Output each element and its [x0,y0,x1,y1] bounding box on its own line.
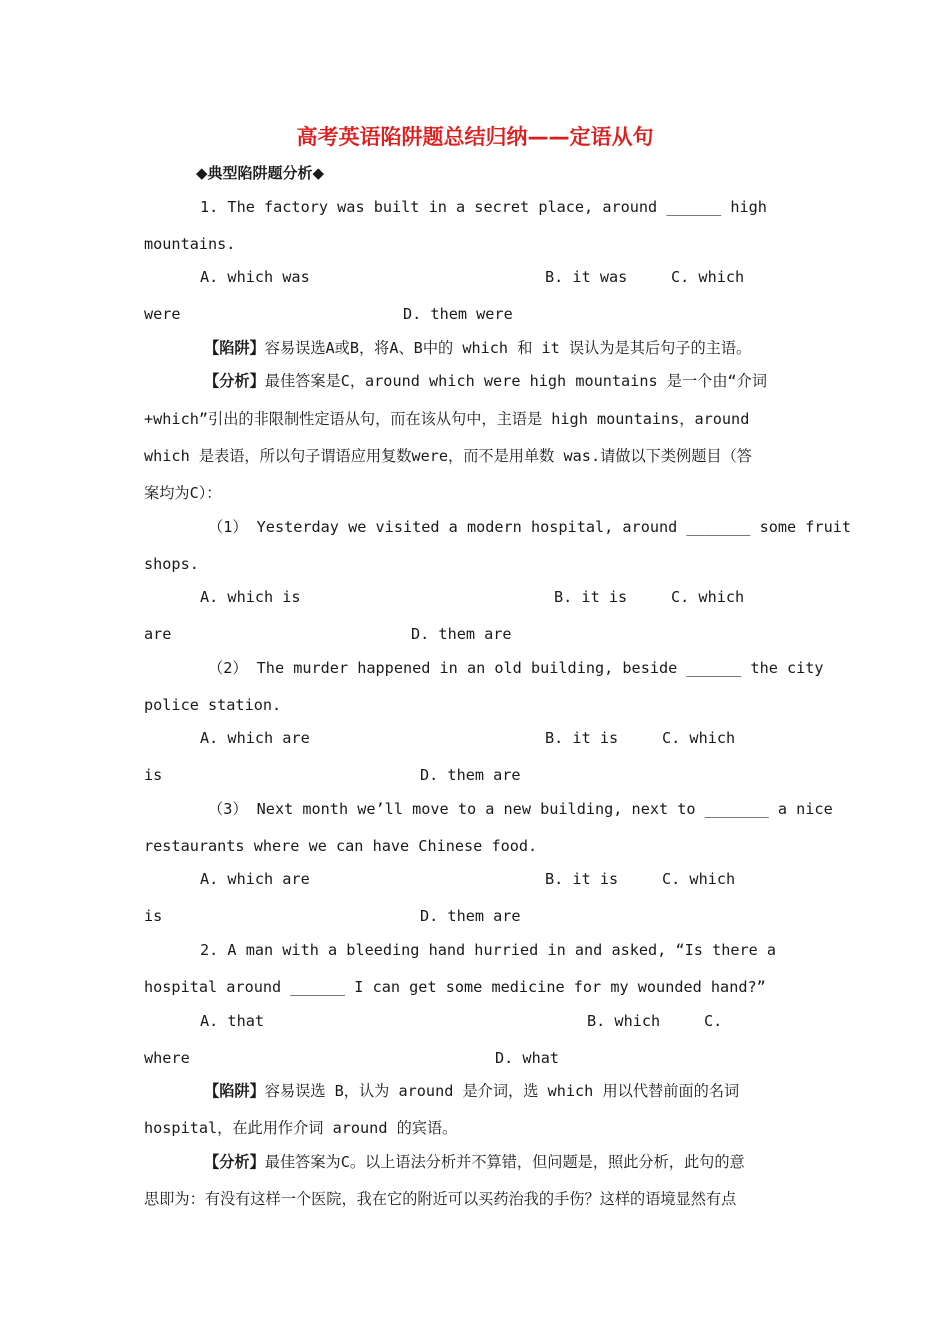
sub-question-2-option-d: D. them are [420,766,521,784]
sub-question-3-option-b: B. it is [545,870,619,888]
question-2-line-2: hospital around ______ I can get some medicine for my wounded hand?” [144,978,766,996]
trap-text: 容易误选A或B，将A、B中的 which 和 it 误认为是其后句子的主语。 [264,339,752,357]
sub-question-2-option-b: B. it is [545,729,619,747]
sub-question-3-option-a: A. which are [200,870,310,888]
question-2-trap-line-1 [204,1081,739,1101]
trap-tag: 【陷阱】 [204,339,265,357]
question-2-option-d: D. what [495,1049,560,1067]
question-1-line-2: mountains. [144,235,236,253]
sub-question-2-option-c-cont: is [144,766,163,784]
sub-question-3-option-c-cont: is [144,907,163,925]
trap-text: 容易误选 B，认为 around 是介词，选 which 用以代替前面的名词 [264,1082,740,1100]
sub-question-1-line-2: shops. [144,555,199,573]
question-1-option-a: A. which was [200,268,310,286]
sub-question-1-option-b: B. it is [554,588,628,606]
page-title: 高考英语陷阱题总结归纳——定语从句 [296,125,654,149]
question-1-analysis-line-2: +which”引出的非限制性定语从句，而在该从句中，主语是 high mountains，around [144,410,750,428]
sub-question-3-line-2: restaurants where we can have Chinese food. [144,837,538,855]
question-2-analysis-line-2: 思即为：有没有这样一个医院，我在它的附近可以买药治我的手伤？这样的语境显然有点 [144,1190,737,1208]
question-2-option-a: A. that [200,1012,265,1030]
question-1-option-c: C. which [671,268,745,286]
sub-question-3-option-d: D. them are [420,907,521,925]
sub-question-1-line-1: （1） Yesterday we visited a modern hospital, around _______ some fruit [208,518,851,536]
sub-question-2-line-2: police station. [144,696,282,714]
section-heading: ◆典型陷阱题分析◆ [196,164,325,182]
question-2-option-b: B. which [587,1012,661,1030]
sub-question-1-option-d: D. them are [411,625,512,643]
sub-question-2-line-1: （2） The murder happened in an old building, beside ______ the city [208,659,824,677]
analysis-text: 最佳答案是C，around which were high mountains 是一个由“介词 [264,372,768,390]
question-1-option-c-cont: were [144,305,181,323]
question-1-analysis-line-3: which 是表语，所以句子谓语应用复数were，而不是用单数 was.请做以下类例题目（答 [144,447,752,465]
sub-question-3-option-c: C. which [662,870,736,888]
sub-question-2-option-c: C. which [662,729,736,747]
sub-question-1-option-c-cont: are [144,625,172,643]
sub-question-1-option-a: A. which is [200,588,301,606]
sub-question-2-option-a: A. which are [200,729,310,747]
question-1-option-b: B. it was [545,268,628,286]
question-1-line-1: 1. The factory was built in a secret place, around ______ high [200,198,767,216]
analysis-tag: 【分析】 [204,372,265,390]
question-2-analysis-line-1 [204,1152,745,1172]
question-2-option-c: C. [704,1012,723,1030]
sub-question-3-line-1: （3） Next month we’ll move to a new building, next to _______ a nice [208,800,833,818]
analysis-tag: 【分析】 [204,1153,265,1171]
question-2-trap-line-2: hospital，在此用作介词 around 的宾语。 [144,1119,458,1137]
question-1-analysis-line-4: 案均为C）： [144,484,222,502]
question-2-option-c-cont: where [144,1049,190,1067]
trap-tag: 【陷阱】 [204,1082,265,1100]
question-2-line-1: 2. A man with a bleeding hand hurried in and asked, “Is there a [200,941,777,959]
analysis-text: 最佳答案为C。以上语法分析并不算错，但问题是，照此分析，此句的意 [264,1153,745,1171]
question-1-analysis-line-1 [204,371,767,391]
question-1-option-d: D. them were [403,305,513,323]
question-1-trap [204,338,751,358]
sub-question-1-option-c: C. which [671,588,745,606]
